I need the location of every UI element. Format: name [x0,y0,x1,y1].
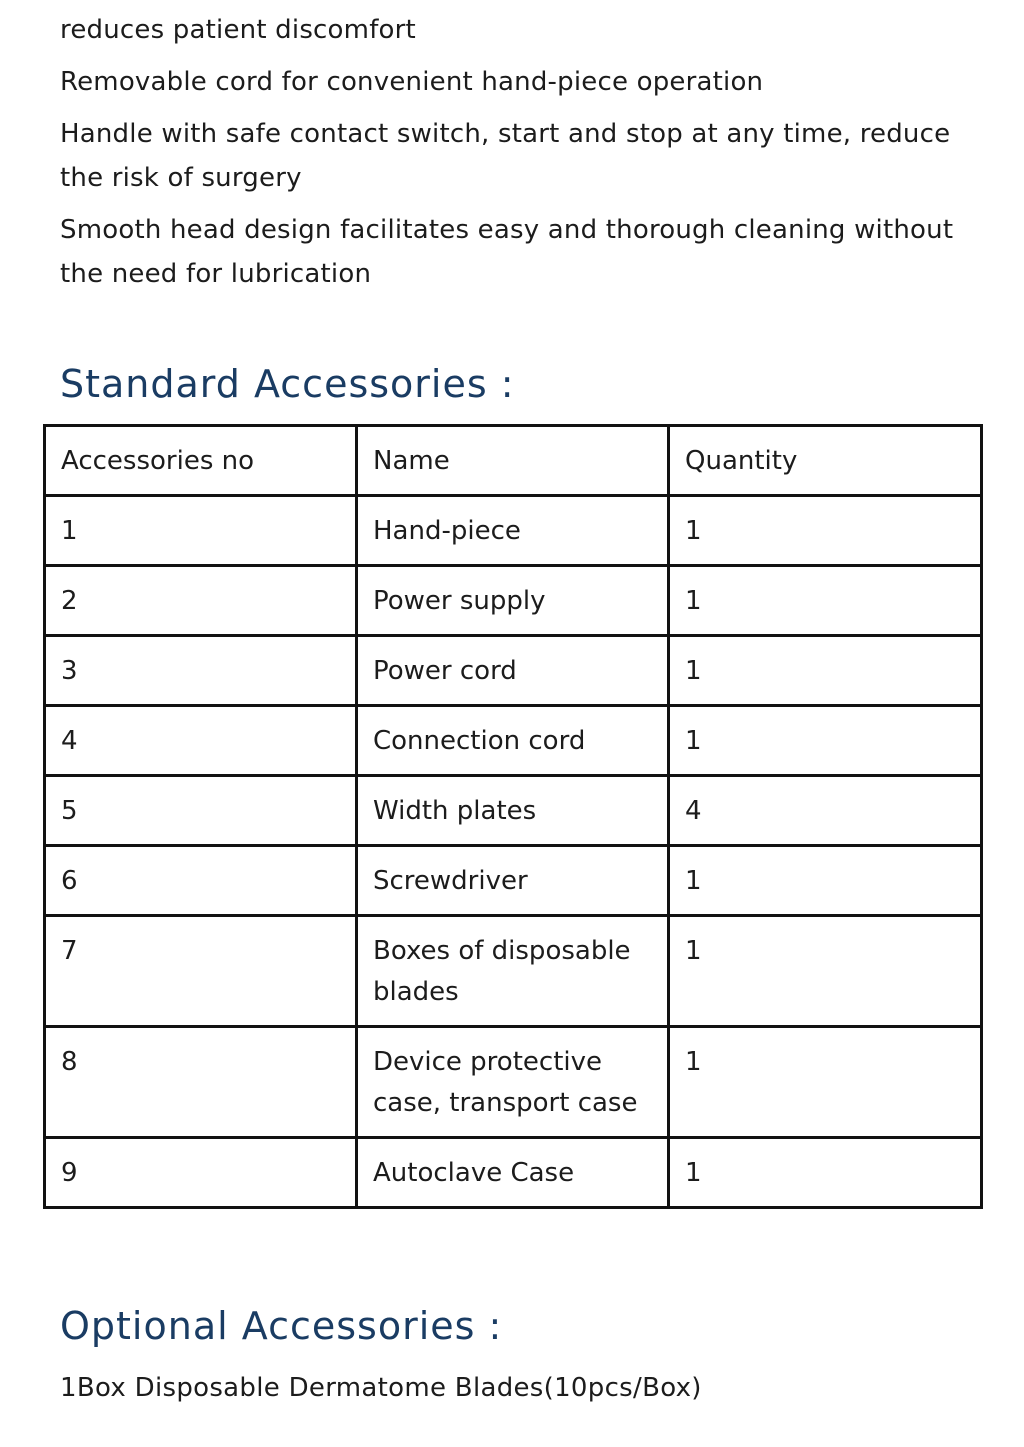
accessory-quantity-cell: 4 [669,776,982,846]
feature-item: Removable cord for convenient hand-piece operation [60,67,764,97]
accessory-name-cell: Connection cord [357,706,669,776]
table-row [45,1027,982,1138]
column-header-name: Name [357,426,669,496]
optional-accessories-text: 1Box Disposable Dermatome Blades(10pcs/Box) [60,1373,702,1403]
table-row [45,706,982,776]
table-row [45,776,982,846]
table-row [45,846,982,916]
accessory-quantity-cell: 1 [669,916,982,1027]
accessory-quantity-cell: 1 [669,1138,982,1208]
accessory-no-cell: 2 [45,566,357,636]
accessory-no-cell: 8 [45,1027,357,1138]
table-row [45,1138,982,1208]
feature-list [60,8,960,304]
accessory-name-cell: Width plates [357,776,669,846]
accessory-name-cell: Boxes of disposable blades [357,916,669,1027]
accessory-no-cell: 3 [45,636,357,706]
accessory-name-cell: Power supply [357,566,669,636]
accessory-quantity-cell: 1 [669,496,982,566]
feature-item: Handle with safe contact switch, start and stop at any time, reduce the risk of surgery [60,119,951,193]
feature-item: reduces patient discomfort [60,15,416,45]
table-row [45,636,982,706]
standard-accessories-title: Standard Accessories : [60,362,515,406]
accessory-no-cell: 1 [45,496,357,566]
accessory-name-cell: Device protective case, transport case [357,1027,669,1138]
table-row [45,916,982,1027]
accessory-quantity-cell: 1 [669,706,982,776]
accessory-quantity-cell: 1 [669,566,982,636]
accessory-name-cell: Autoclave Case [357,1138,669,1208]
accessory-no-cell: 5 [45,776,357,846]
standard-accessories-table [43,424,983,1209]
accessory-quantity-cell: 1 [669,846,982,916]
accessory-name-cell: Screwdriver [357,846,669,916]
table-row [45,566,982,636]
column-header-accessories-no: Accessories no [45,426,357,496]
accessory-quantity-cell: 1 [669,636,982,706]
column-header-quantity: Quantity [669,426,982,496]
accessory-name-cell: Power cord [357,636,669,706]
accessory-no-cell: 6 [45,846,357,916]
table-row [45,496,982,566]
feature-item: Smooth head design facilitates easy and thorough cleaning without the need for lubrication [60,215,954,289]
accessory-no-cell: 7 [45,916,357,1027]
table-header-row [45,426,982,496]
optional-accessories-title: Optional Accessories : [60,1304,503,1348]
accessory-no-cell: 9 [45,1138,357,1208]
accessory-name-cell: Hand-piece [357,496,669,566]
accessory-no-cell: 4 [45,706,357,776]
accessory-quantity-cell: 1 [669,1027,982,1138]
